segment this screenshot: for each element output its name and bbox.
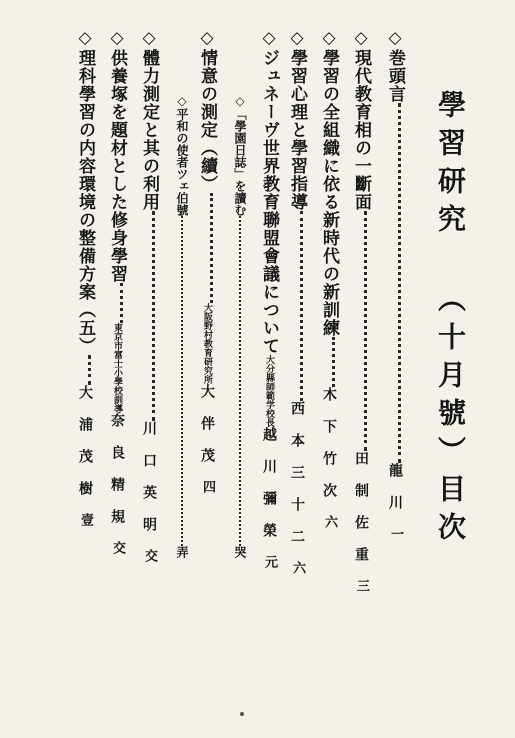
entry-page: 六	[322, 515, 337, 528]
entry-page: 交	[142, 549, 157, 562]
entry-title: ◇平和の使者ツェ伯號	[175, 94, 189, 216]
entry-title: ◇「學園日誌」を讀む	[233, 94, 247, 216]
toc-entry	[140, 28, 166, 668]
toc-entry	[256, 28, 282, 668]
toc-entry	[288, 28, 314, 668]
leader-dots	[332, 337, 335, 387]
entry-author: 木下竹次	[321, 387, 337, 515]
entry-page: 四	[200, 480, 215, 493]
toc-entry	[108, 28, 134, 668]
leader-dots	[300, 211, 303, 401]
entry-title: ◇ジュネーヴ世界教育聯盟會議について	[259, 28, 279, 355]
entry-page: 一	[388, 527, 403, 540]
entry-title: ◇學習の全組織に依る新時代の新訓練	[319, 28, 339, 337]
title-month: （十月號）	[434, 284, 467, 474]
entry-affiliation: 東京市富士小學校訓導	[112, 323, 122, 413]
entry-page: 哭	[233, 546, 247, 558]
entry-author: 奈良精規	[109, 413, 125, 541]
leader-dots	[152, 211, 155, 421]
entry-page: 壹	[78, 513, 93, 526]
entry-page: 元	[262, 555, 277, 568]
entry-title: ◇供養塚を題材とした修身學習	[107, 28, 127, 283]
entry-author: 川口英明	[141, 421, 157, 549]
entry-page: 三	[354, 579, 369, 592]
entry-author: 龍川	[387, 463, 403, 527]
entry-title: ◇理科學習の内容環境の整備方案（五）	[75, 28, 95, 355]
leader-dots	[398, 103, 401, 463]
entry-author: 田制佐重	[353, 451, 369, 579]
entry-affiliation: 大分縣師範学校長	[264, 355, 274, 427]
toc-entry	[198, 28, 224, 668]
entry-affiliation: 大阪野村教育研究所	[202, 303, 212, 384]
entry-title: ◇巻頭言	[385, 28, 405, 103]
toc-entry-small	[232, 94, 248, 654]
toc-entry	[352, 28, 378, 668]
entry-title: ◇情意の測定（續）	[197, 28, 217, 193]
entry-page: 交	[110, 541, 125, 554]
entry-page: 六	[290, 561, 305, 574]
toc-entry-small	[174, 94, 190, 654]
toc-entry	[386, 28, 412, 668]
title-text: 學習研究	[434, 90, 467, 242]
entry-author: 大伴茂	[199, 384, 215, 480]
entry-author: 西本三十二	[289, 401, 305, 561]
entry-author: 大浦茂樹	[77, 385, 93, 513]
entry-page: 弄	[175, 546, 189, 558]
magazine-title	[420, 90, 480, 650]
entry-title: ◇現代教育相の一斷面	[351, 28, 371, 211]
entry-title: ◇學習心理と學習指導	[287, 28, 307, 211]
leader-dots	[181, 216, 183, 546]
leader-dots	[364, 211, 367, 451]
leader-dots	[210, 193, 213, 303]
title-toc: 目次	[434, 474, 467, 550]
leader-dots	[120, 283, 123, 323]
entry-title: ◇體力測定と其の利用	[139, 28, 159, 211]
toc-entry	[320, 28, 346, 668]
leader-dots	[239, 216, 241, 546]
entry-author: 越川彌榮	[261, 427, 277, 555]
toc-entry	[76, 28, 102, 668]
leader-dots	[88, 355, 91, 385]
print-mark	[240, 712, 244, 716]
